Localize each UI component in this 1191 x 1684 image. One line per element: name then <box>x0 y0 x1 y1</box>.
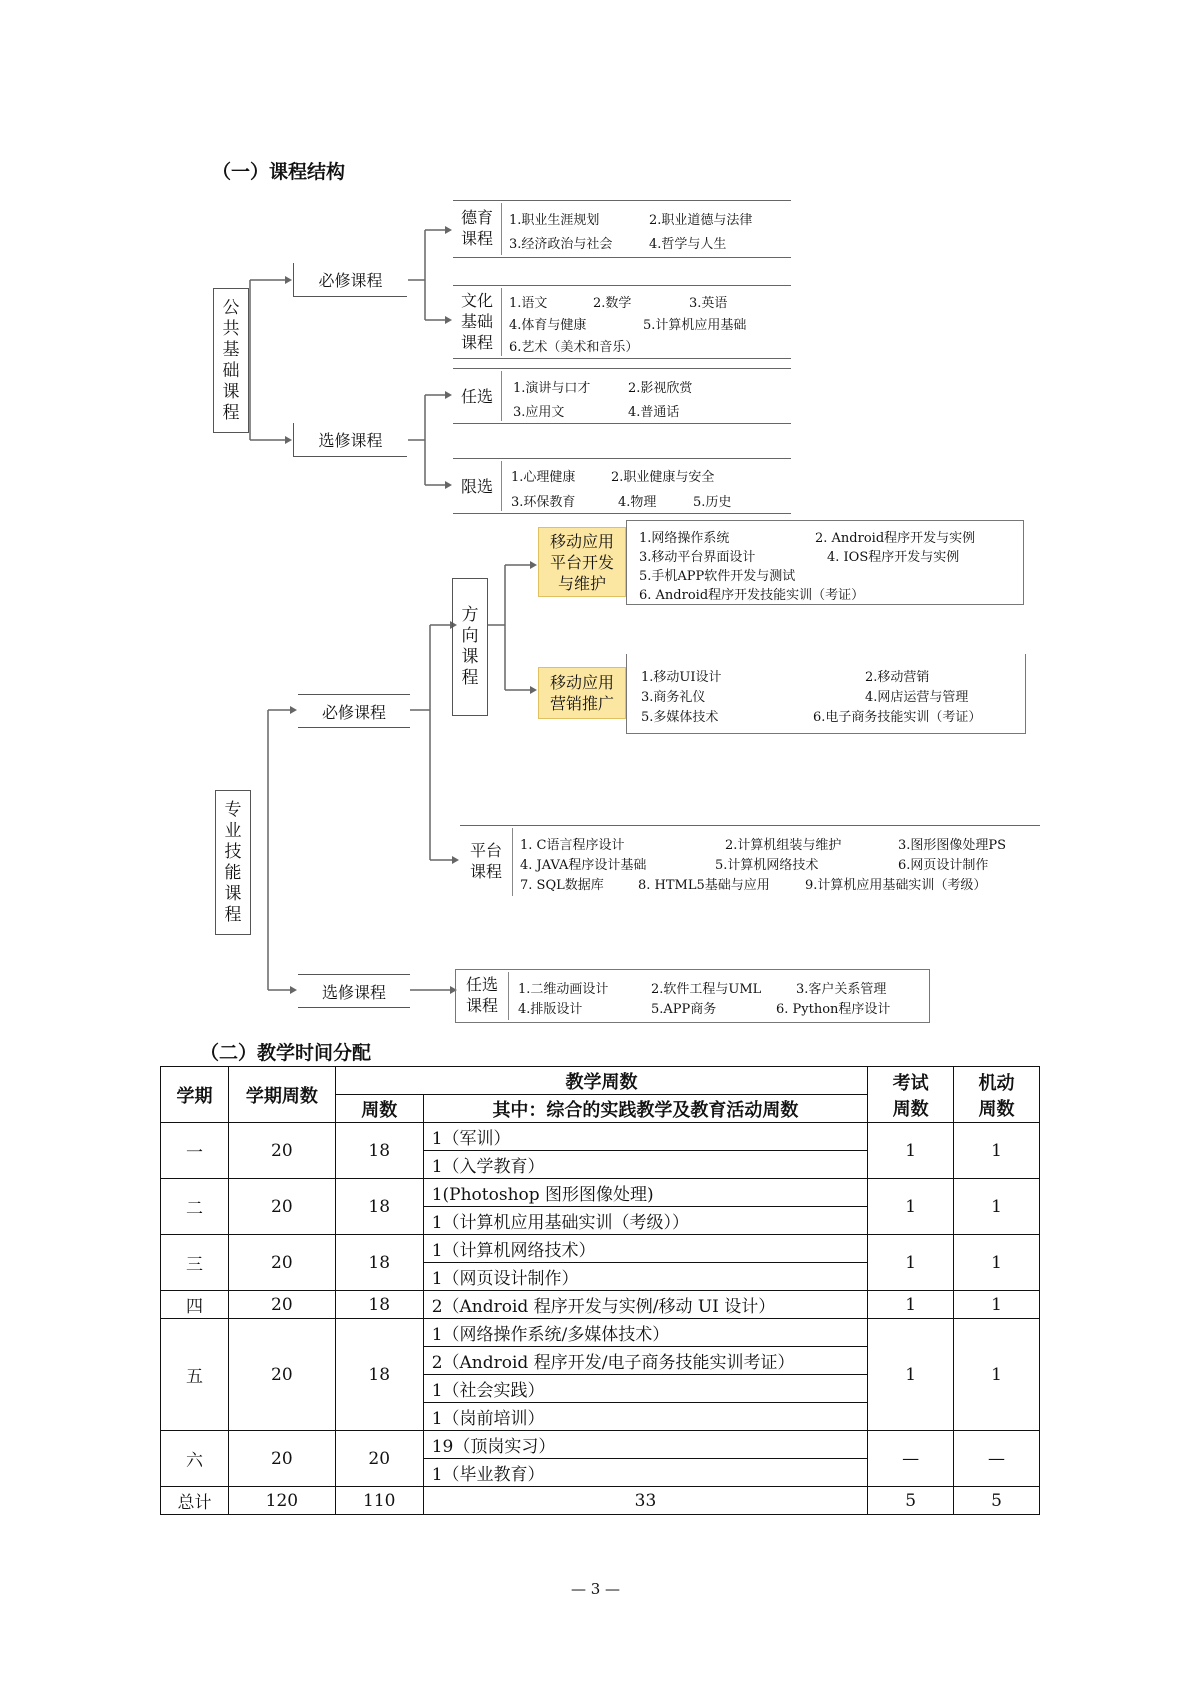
table-row-total: 总计 120 110 33 5 5 <box>161 1487 1040 1515</box>
public-elective-node: 选修课程 <box>293 423 407 457</box>
header-weeks: 周数 <box>335 1095 423 1123</box>
header-practice: 其中：综合的实践教学及教育活动周数 <box>423 1095 867 1123</box>
table-row: 三 20 18 1（计算机网络技术） 1 1 <box>161 1235 1040 1263</box>
table-row: 四 20 18 2（Android 程序开发与实例/移动 UI 设计） 1 1 <box>161 1291 1040 1319</box>
moral-course-group: 德育 课程 1.职业生涯规划 2.职业道德与法律 3.经济政治与社会 4.哲学与人生 <box>453 200 791 258</box>
header-flex-weeks: 机动 周数 <box>954 1067 1040 1123</box>
table-row: 五 20 18 1（网络操作系统/多媒体技术） 1 1 <box>161 1319 1040 1347</box>
pro-required-node: 必修课程 <box>298 694 410 728</box>
table-row: 二 20 18 1(Photoshop 图形图像处理) 1 1 <box>161 1179 1040 1207</box>
culture-course-group: 文化 基础 课程 1.语文 2.数学 3.英语 4.体育与健康 5.计算机应用基础 6.艺术（美术和音乐） <box>453 285 791 359</box>
optional-course-group: 任选 1.演讲与口才 2.影视欣赏 3.应用文 4.普通话 <box>453 368 791 424</box>
mobile-dev-course-list: 1.网络操作系统 2. Android程序开发与实例 3.移动平台界面设计 4. IOS程序开发与实例 5.手机APP软件开发与测试 6. Android程序开发技能实训（考证） <box>626 520 1024 605</box>
public-base-courses-root: 公 共 基 础 课 程 <box>213 288 249 433</box>
section-title-structure: （一）课程结构 <box>212 161 346 183</box>
table-row: 一 20 18 1（军训） 1 1 <box>161 1123 1040 1151</box>
header-exam-weeks: 考试 周数 <box>868 1067 954 1123</box>
teaching-time-table: 学期 学期周数 教学周数 考试 周数 机动 周数 周数 其中：综合的实践教学及教育活动周数 一 20 18 1（军训） 1 1 1（入学教育） 二 20 18 1(Photoshop 图形图像处理) 1 1 1（计算机应用基础实训（考级）） 三 20 18 1（计算机网络技术） 1 1 1（网页设计制作） 四 20 18 2（Android 程序开发与实例/移动 UI 设计） 1 1 五 20 18 1（网络操作系统/多媒体技术） 1 1 2（Android 程序开发/电子商务技能实训考证） 1（社会实践） 1（岗前培训） 六 20 20 19（顶岗实习） — — 1（毕业教育） 总计 120 110 33 5 5 <box>160 1066 1040 1515</box>
header-term-weeks: 学期周数 <box>228 1067 335 1123</box>
section-title-time: （二）教学时间分配 <box>200 1042 372 1064</box>
page-number: — 3 — <box>570 1580 621 1598</box>
limited-course-group: 限选 1.心理健康 2.职业健康与安全 3.环保教育 4.物理 5.历史 <box>453 458 791 514</box>
professional-courses-root: 专 业 技 能 课 程 <box>215 790 251 935</box>
platform-course-group: 平台 课程 1. C语言程序设计 2.计算机组装与维护 3.图形图像处理PS 4. JAVA程序设计基础 5.计算机网络技术 6.网页设计制作 7. SQL数据库 8. HTML5基础与应用 9.计算机应用基础实训（考级） <box>460 825 1040 897</box>
mobile-dev-label: 移动应用 平台开发 与维护 <box>538 527 626 597</box>
pro-optional-course-group: 任选 课程 1.二维动画设计 2.软件工程与UML 3.客户关系管理 4.排版设计 5.APP商务 6. Python程序设计 <box>455 969 930 1023</box>
mobile-marketing-label: 移动应用 营销推广 <box>538 667 626 719</box>
header-teaching-weeks: 教学周数 <box>335 1067 867 1095</box>
direction-courses-node: 方 向 课 程 <box>452 578 488 716</box>
table-row: 六 20 20 19（顶岗实习） — — <box>161 1431 1040 1459</box>
pro-elective-node: 选修课程 <box>298 974 410 1008</box>
header-term: 学期 <box>161 1067 229 1123</box>
public-required-node: 必修课程 <box>293 263 407 297</box>
mobile-marketing-course-list: 1.移动UI设计 2.移动营销 3.商务礼仪 4.网店运营与管理 5.多媒体技术 6.电子商务技能实训（考证） <box>626 654 1026 734</box>
